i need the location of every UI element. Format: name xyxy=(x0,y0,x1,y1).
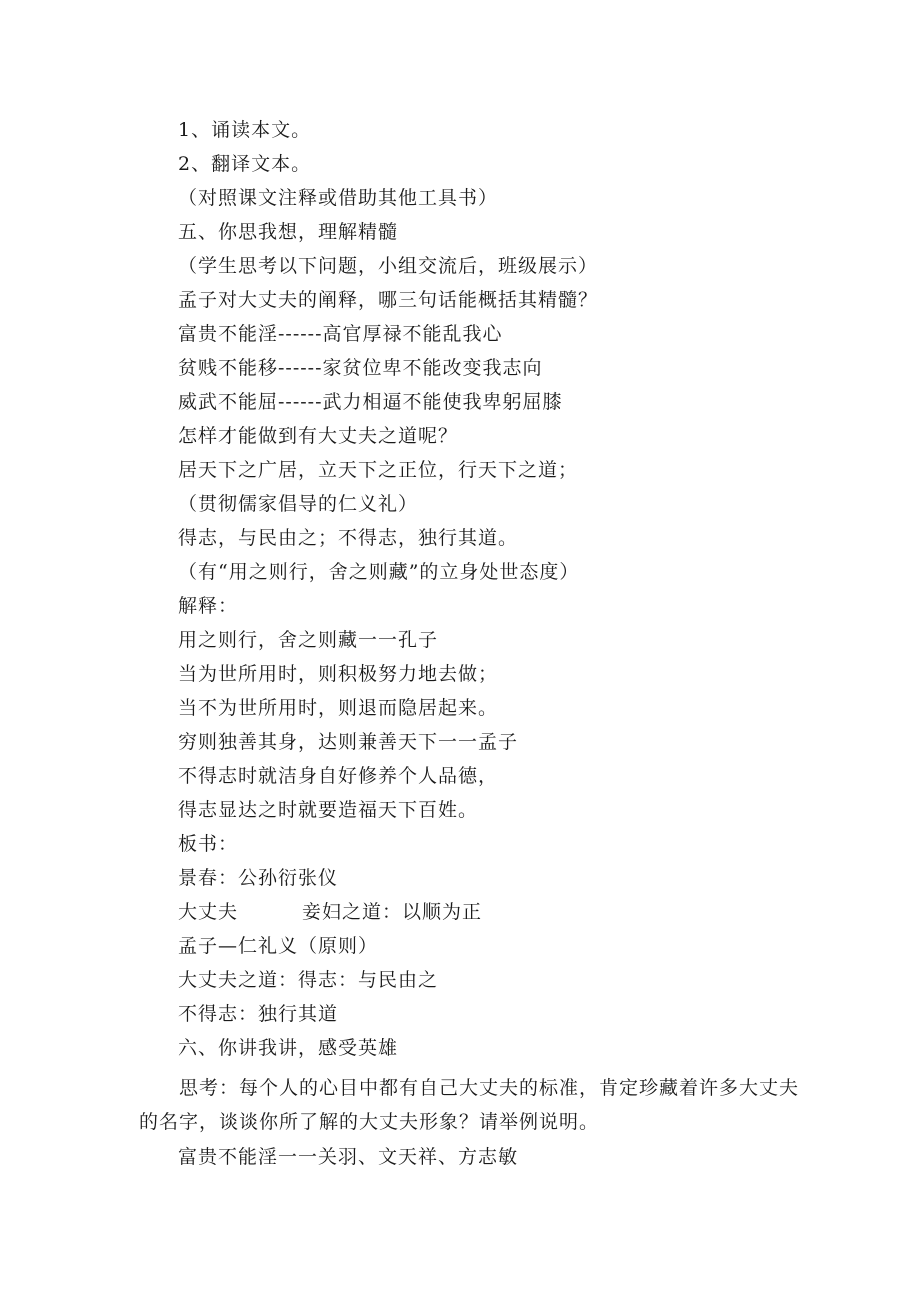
explanation-line-4: 穷则独善其身，达则兼善天下一一孟子 xyxy=(178,731,519,753)
thinking-paragraph: 思考：每个人的心目中都有自己大丈夫的标准，肯定珍藏着许多大丈夫的名字，谈谈你所了解的大丈夫形象？请举例说明。 xyxy=(139,1077,800,1133)
note-ren-yi-li: （贯彻儒家倡导的仁义礼） xyxy=(178,493,419,515)
note-group-discussion: （学生思考以下问题，小组交流后，班级展示） xyxy=(178,255,599,277)
quote-line-2: 得志，与民由之；不得志，独行其道。 xyxy=(178,527,519,549)
question-how: 怎样才能做到有大丈夫之道呢？ xyxy=(178,425,459,447)
answer-line-2: 贫贱不能移------家贫位卑不能改变我志向 xyxy=(178,357,543,379)
note-reference-tools: （对照课文注释或借助其他工具书） xyxy=(178,187,499,209)
quote-line-1: 居天下之广居，立天下之正位，行天下之道； xyxy=(178,459,579,481)
explanation-line-1: 用之则行，舍之则藏一一孔子 xyxy=(178,629,439,651)
answer-line-1: 富贵不能淫------高官厚禄不能乱我心 xyxy=(178,323,503,345)
section-heading-six: 六、你讲我讲，感受英雄 xyxy=(178,1037,399,1059)
explanation-label: 解释： xyxy=(178,595,239,617)
blackboard-line-1: 景春：公孙衍张仪 xyxy=(178,867,339,889)
blackboard-line-5: 不得志：独行其道 xyxy=(178,1003,339,1025)
blackboard-line-3: 孟子—仁礼义（原则） xyxy=(178,935,379,957)
blackboard-label: 板书： xyxy=(178,833,239,855)
blackboard-line-2a: 大丈夫 xyxy=(178,901,239,923)
answer-line-3: 威武不能屈------武力相逼不能使我卑躬屈膝 xyxy=(178,391,563,413)
blackboard-line-4: 大丈夫之道：得志：与民由之 xyxy=(178,969,439,991)
question-essence: 孟子对大丈夫的阐释，哪三句话能概括其精髓？ xyxy=(178,289,599,311)
note-attitude: （有“用之则行，舍之则藏”的立身处世态度） xyxy=(178,561,580,583)
example-line: 富贵不能淫一一关羽、文天祥、方志敏 xyxy=(178,1146,519,1168)
explanation-line-6: 得志显达之时就要造福天下百姓。 xyxy=(178,799,479,821)
list-item-recite: 1、诵读本文。 xyxy=(178,119,312,141)
blackboard-line-2b: 妾妇之道：以顺为正 xyxy=(302,901,483,923)
list-item-translate: 2、翻译文本。 xyxy=(178,153,312,175)
explanation-line-3: 当不为世所用时，则退而隐居起来。 xyxy=(178,697,499,719)
explanation-line-5: 不得志时就洁身自好修养个人品德， xyxy=(178,765,499,787)
section-heading-five: 五、你思我想，理解精髓 xyxy=(178,221,399,243)
explanation-line-2: 当为世所用时，则积极努力地去做； xyxy=(178,663,499,685)
